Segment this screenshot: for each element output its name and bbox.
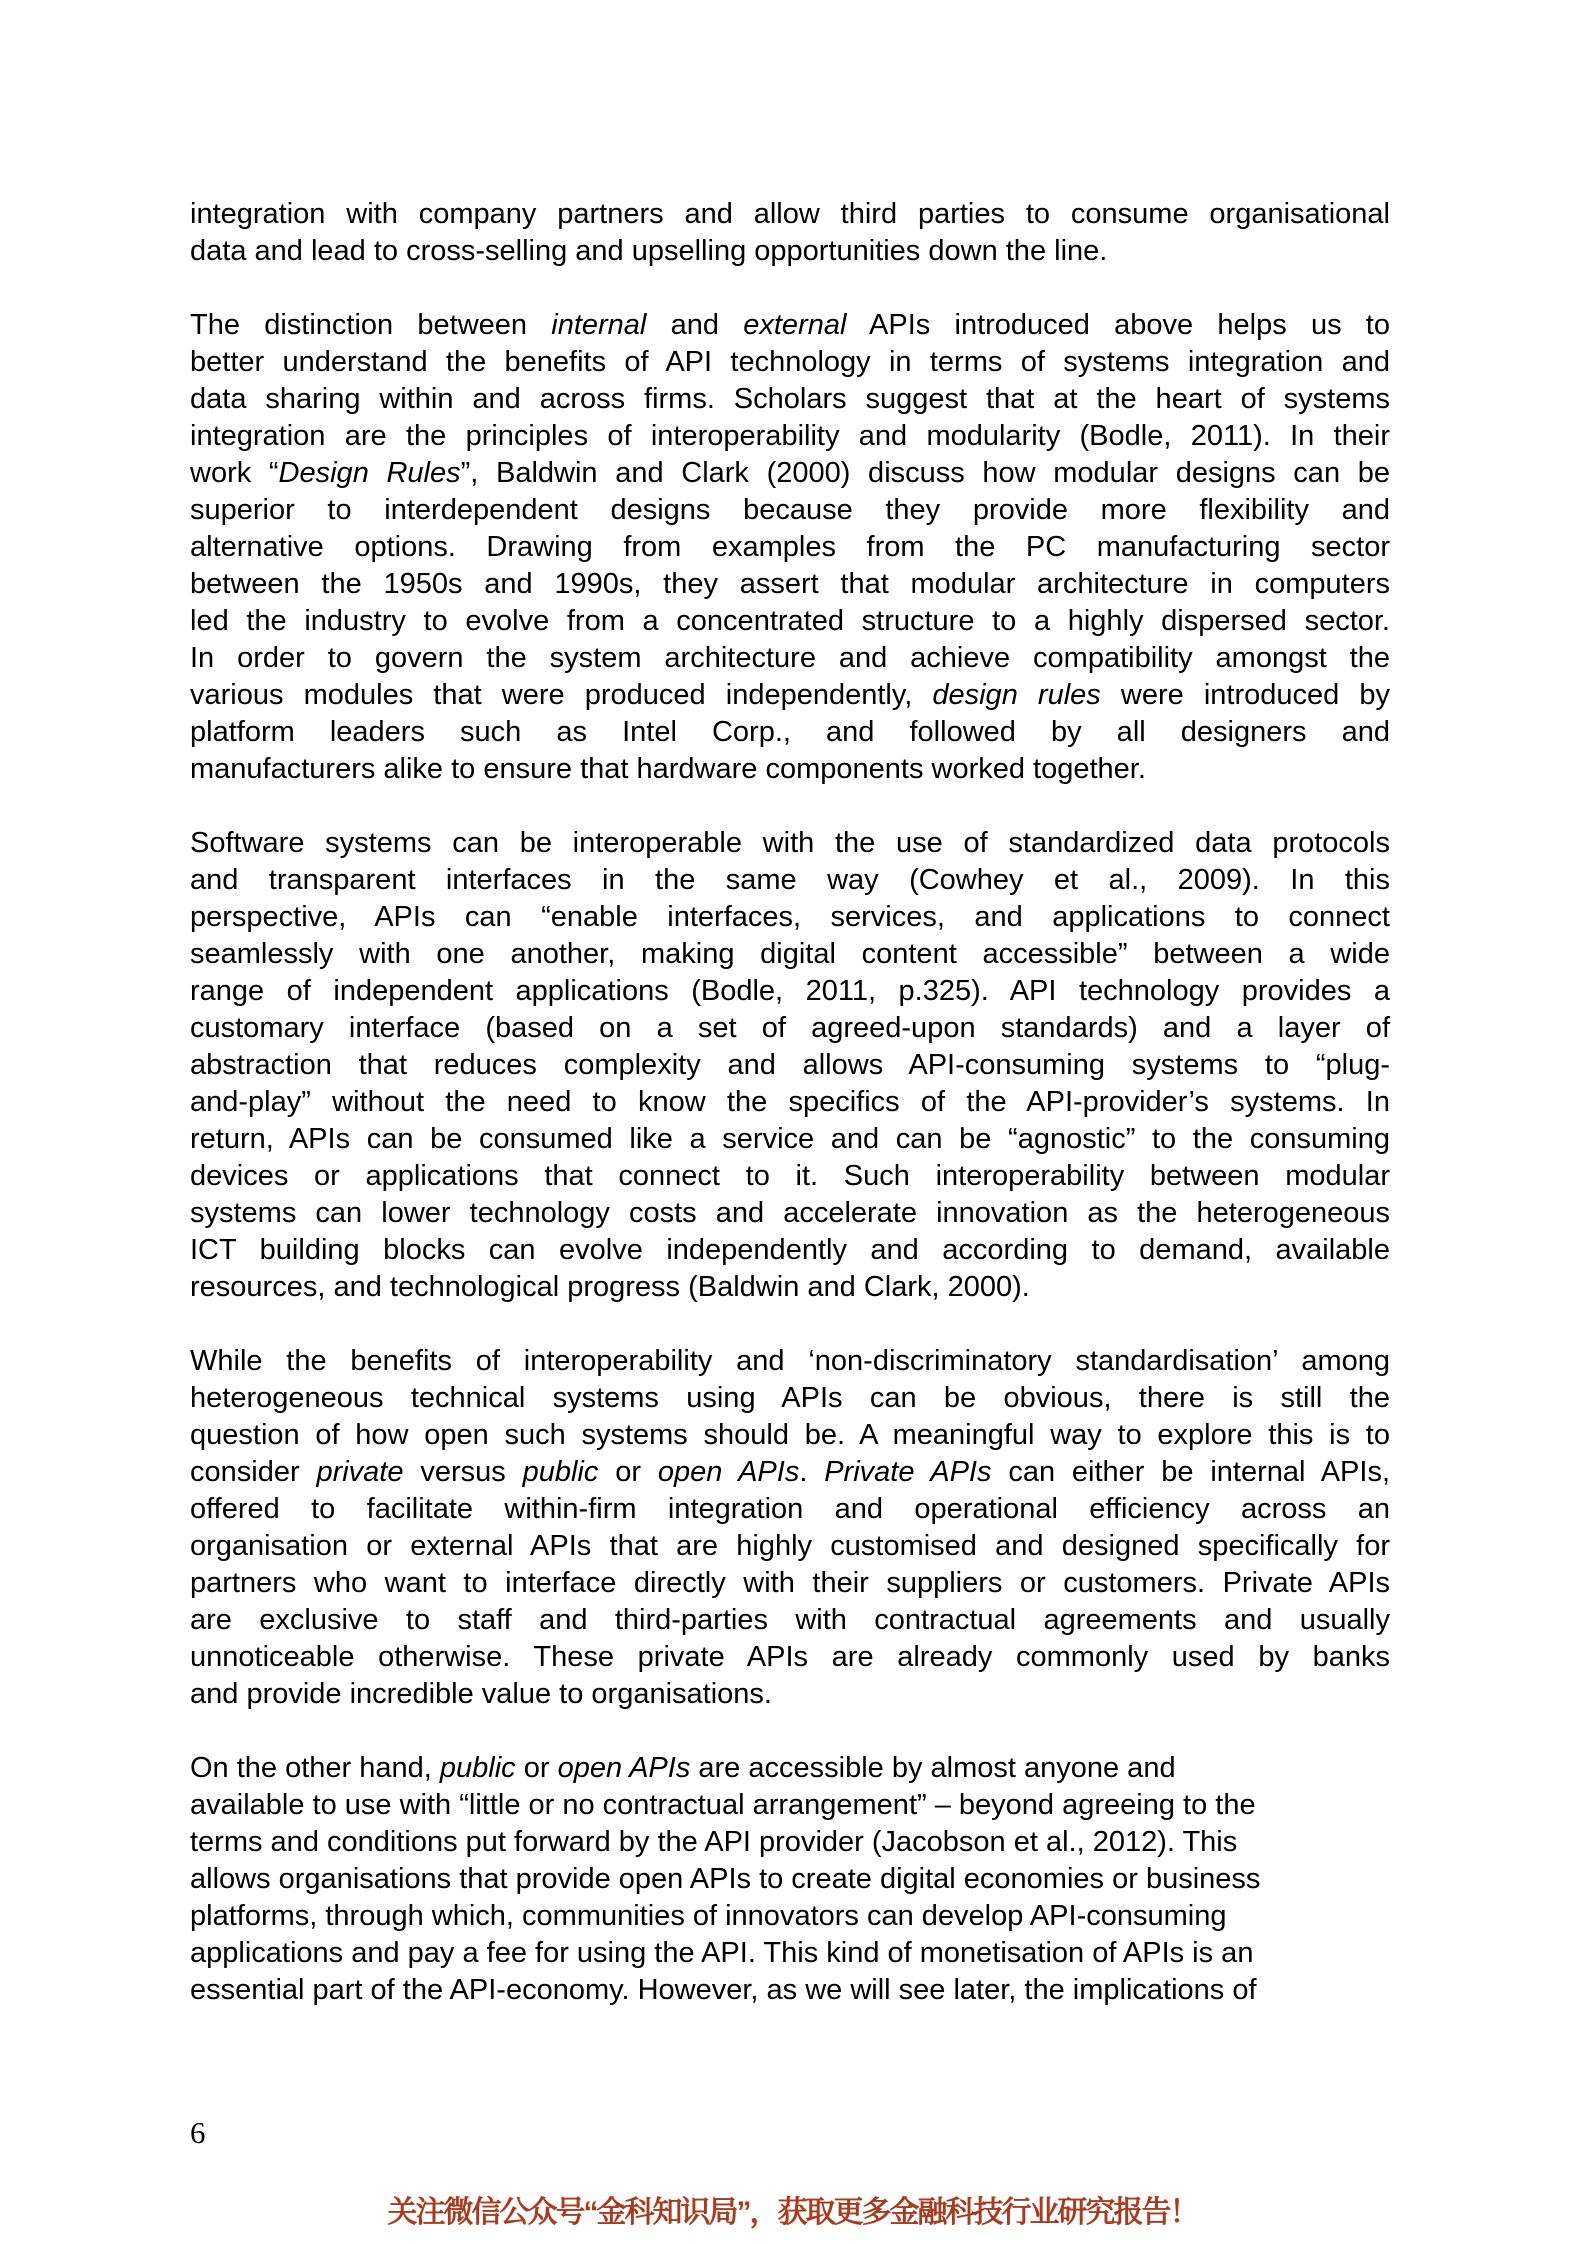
text-line: superior to interdependent designs because they provide more flexibility and: [190, 494, 1390, 526]
text-line: between the 1950s and 1990s, they assert that modular architecture in computers: [190, 568, 1390, 600]
text-line: integration are the principles of interoperability and modularity (Bodle, 2011). In their: [190, 420, 1390, 452]
text-line: heterogeneous technical systems using APIs can be obvious, there is still the: [190, 1382, 1390, 1414]
text-line: various modules that were produced independently, design rules were introduced by: [190, 679, 1390, 711]
text-line: data and lead to cross-selling and upselling opportunities down the line.: [190, 235, 1108, 267]
paragraph: [190, 1343, 1390, 1713]
text-line: and-play” without the need to know the specifics of the API-provider’s systems. In: [190, 1086, 1390, 1118]
page-number: 6: [190, 2115, 206, 2150]
body-text: [190, 196, 1390, 2009]
paragraph: [190, 825, 1390, 1306]
text-line: terms and conditions put forward by the API provider (Jacobson et al., 2012). This: [190, 1826, 1238, 1858]
text-line: In order to govern the system architecture and achieve compatibility amongst the: [190, 642, 1390, 674]
text-line: alternative options. Drawing from examples from the PC manufacturing sector: [190, 531, 1390, 563]
text-line: and transparent interfaces in the same way (Cowhey et al., 2009). In this: [190, 864, 1390, 896]
text-line: systems can lower technology costs and accelerate innovation as the heterogeneous: [190, 1197, 1390, 1229]
text-line: return, APIs can be consumed like a service and can be “agnostic” to the consuming: [190, 1123, 1390, 1155]
text-line: ICT building blocks can evolve independently and according to demand, available: [190, 1234, 1390, 1266]
text-line: consider private versus public or open APIs. Private APIs can either be internal APIs,: [190, 1456, 1391, 1488]
text-line: resources, and technological progress (Baldwin and Clark, 2000).: [190, 1271, 1030, 1303]
text-line: platform leaders such as Intel Corp., and followed by all designers and: [190, 716, 1390, 748]
text-line: perspective, APIs can “enable interfaces, services, and applications to connect: [190, 901, 1390, 933]
text-line: The distinction between internal and external APIs introduced above helps us to: [190, 309, 1390, 341]
text-line: essential part of the API-economy. However, as we will see later, the implications of: [190, 1974, 1257, 2006]
paragraph: [190, 307, 1390, 788]
paragraph: [190, 196, 1390, 270]
text-line: led the industry to evolve from a concentrated structure to a highly dispersed sector.: [190, 605, 1390, 637]
text-line: integration with company partners and allow third parties to consume organisational: [190, 198, 1390, 230]
text-line: organisation or external APIs that are highly customised and designed specifically for: [190, 1530, 1390, 1562]
text-line: While the benefits of interoperability and ‘non-discriminatory standardisation’ among: [190, 1345, 1390, 1377]
text-line: data sharing within and across firms. Scholars suggest that at the heart of systems: [190, 383, 1390, 415]
text-line: seamlessly with one another, making digital content accessible” between a wide: [190, 938, 1390, 970]
text-line: abstraction that reduces complexity and allows API-consuming systems to “plug-: [190, 1049, 1390, 1081]
text-line: platforms, through which, communities of innovators can develop API-consuming: [190, 1900, 1227, 1932]
text-line: are exclusive to staff and third-parties with contractual agreements and usually: [190, 1604, 1390, 1636]
text-line: customary interface (based on a set of agreed-upon standards) and a layer of: [190, 1012, 1390, 1044]
text-line: manufacturers alike to ensure that hardware components worked together.: [190, 753, 1146, 785]
text-line: applications and pay a fee for using the API. This kind of monetisation of APIs is an: [190, 1937, 1254, 1969]
text-line: work “Design Rules”, Baldwin and Clark (2000) discuss how modular designs can be: [190, 457, 1390, 489]
text-line: partners who want to interface directly with their suppliers or customers. Private APIs: [190, 1567, 1390, 1599]
text-line: Software systems can be interoperable with the use of standardized data protocols: [190, 827, 1390, 859]
text-line: unnoticeable otherwise. These private APIs are already commonly used by banks: [190, 1641, 1390, 1673]
text-line: On the other hand, public or open APIs are accessible by almost anyone and: [190, 1752, 1176, 1784]
paragraph: [190, 1750, 1390, 2009]
text-line: question of how open such systems should be. A meaningful way to explore this is to: [190, 1419, 1390, 1451]
text-line: better understand the benefits of API technology in terms of systems integration and: [190, 346, 1390, 378]
text-line: offered to facilitate within-firm integration and operational efficiency across an: [190, 1493, 1390, 1525]
text-line: devices or applications that connect to it. Such interoperability between modular: [190, 1160, 1390, 1192]
text-line: available to use with “little or no contractual arrangement” – beyond agreeing to the: [190, 1789, 1256, 1821]
footer-promo-text: 关注微信公众号“金科知识局”，获取更多金融科技行业研究报告！: [387, 2196, 1198, 2229]
text-line: allows organisations that provide open APIs to create digital economies or business: [190, 1863, 1261, 1895]
text-line: and provide incredible value to organisations.: [190, 1678, 772, 1710]
text-line: range of independent applications (Bodle, 2011, p.325). API technology provides a: [190, 975, 1390, 1007]
